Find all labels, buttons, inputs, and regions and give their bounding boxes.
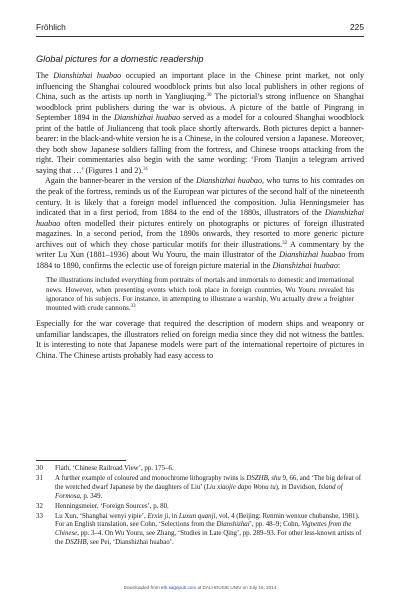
footnote-ref: 30 [206, 93, 212, 99]
text-run: ’, pp. 48–9; Cohn, [249, 521, 302, 529]
text-run: from 1884 to 1890, confirms the eclectic use of foreign picture material in the [36, 250, 364, 270]
running-header [36, 22, 364, 34]
footnote-number: 33 [36, 512, 43, 520]
footnote-number: 31 [36, 474, 43, 482]
footnote-rule [36, 460, 126, 461]
footnote-text [55, 503, 364, 512]
block-quote [46, 276, 354, 313]
text-run: served as a model for a coloured Shanghai woodblock print of the battle of Jiulianceng that took place shortly afterwards. Both pictures depict a banner-bearer: in the black-and-white version he is a Chinese, in the coloured version a Japanese. Moreover, they both show Japanese soldiers falling from the fortress, and Chinese troops attacking from the right. Their commentaries also begin with the same wording: ‘From Tianjin a telegram arrived saying that …’ (Figures 1 and 2). [36, 113, 364, 175]
text-run: 9, 66, and ‘The big defeat of the wretched dwarf Japanese by the daughters of Liu’ ( [55, 474, 361, 491]
text-run: , pp. 3–4. On Wu Youru, see Zhang, ‘Studies in Late Qing’, pp. 289–93. For other less-known artists of the [55, 530, 362, 547]
text-run: Henningsmeier, ‘Foreign Sources’, p. 80. [55, 502, 169, 510]
italic-text: DSZHB, shu [246, 474, 281, 482]
italic-text: Dianshizhai [216, 521, 250, 529]
italic-text: Dianshizhai huabao [272, 260, 338, 270]
paragraph [36, 71, 364, 176]
footnote-text [55, 465, 364, 474]
text-run: Again the banner-bearer in the version of the [45, 176, 197, 186]
italic-text: Island of Formosa [55, 483, 343, 500]
text-run: The illustrations included everything from portraits of mortals and immortals to domestic and international news. However, when presenting events which took place in foreign countries, Wu Youru revealed his ignorance of his subjects. For instance, in attempting to illustrate a warship, Wu actually drew a freighter mounted with crude cannons. [46, 276, 354, 312]
footnote-ref: 31 [143, 166, 149, 172]
paragraph [36, 176, 364, 271]
italic-text: Vignettes from the Chinese [55, 521, 352, 538]
section-title: Global pictures for a domestic readership [36, 54, 204, 64]
text-run: : [337, 260, 341, 270]
footnote-number: 30 [36, 465, 43, 472]
text-run: A commentary by the writer Lu Xun (1881–1936) about Wu Youru, the main illustrator of the [36, 239, 364, 260]
page [36, 0, 364, 601]
footnote-ref: 32 [282, 240, 288, 246]
header-rule [36, 36, 364, 37]
italic-text: Dianshizhai huabao [279, 250, 346, 260]
text-run: , see Pei, ‘Dianshizhai huabao’. [86, 539, 174, 547]
download-suffix: at DALHOUSIE UNIV on July 16, 2014 [196, 585, 277, 590]
text-run: often modelled their pictures entirely on photographs or pictures of foreign illustrated magazines. In a second period, from the 1890s onwards, they resorted to more generic picture archives out of which they chose particular motifs for their illustrations. [36, 218, 364, 249]
download-link[interactable]: eth.sagepub.com [160, 585, 197, 590]
footnote [36, 503, 364, 512]
text-run: ), in Davidson, [275, 483, 319, 491]
text-run: , p. 349. [79, 492, 103, 500]
download-notice [0, 585, 400, 590]
text-run: occupied an important place in the Chinese print market, not only influencing the Shanghai coloured woodblock prints but also local publishers in other regions of China, such as the artists up north in Yangliuqing. [36, 71, 364, 102]
main-text [36, 71, 364, 361]
footnote [36, 465, 364, 474]
footnote-text [55, 475, 364, 502]
footnote [36, 475, 364, 502]
text-run: Especially for the war coverage that required the description of modern ships and weaponry or unfamiliar landscapes, the illustrators relied on foreign media since they did not witness the battles. It is interesting to note that Japanese models were part of the international repertoire of pictures in China. The Chinese artists probably had easy access to [36, 319, 364, 360]
text-run: , vol. 4 (Beijing: Renmin wenxue chubanshe, 1981). For an English translation, see Cohn, ‘Selections from the [55, 512, 360, 529]
text-run: , who turns to his comrades on the peak of the fortress, reminds us of the European war pictures of the second half of the nineteenth century. It is likely that a foreign model influenced the composition. Julia Henningsmeier has indicated that in a first period, from 1884 to the end of the 1880s, illustrators of the [36, 176, 365, 218]
italic-text: Luxun quanji [178, 512, 216, 520]
italic-text: DSZHB [65, 539, 87, 547]
italic-text: Dianshizhai huabao [196, 176, 263, 186]
footnote-text [55, 513, 364, 549]
italic-text: Dianshizhai huabao [113, 113, 181, 123]
download-prefix: Downloaded from [123, 585, 161, 590]
running-header-author: Fröhlich [36, 22, 66, 32]
italic-text: Dianshizhai huabao [36, 208, 364, 228]
footnote-number: 32 [36, 502, 43, 510]
page-number: 225 [350, 22, 364, 32]
footnote [36, 513, 364, 549]
footnotes [36, 465, 364, 549]
text-run: Lu Xun, ‘Shanghai wenyi yipie’, [55, 512, 148, 520]
footnote-ref: 33 [130, 304, 136, 309]
text-run: The pictorial’s strong influence on Shanghai woodblock print publishers during the war is obvious. A picture of the battle of Pingrang in September 1894 in the [36, 92, 364, 123]
text-run: Flath, ‘Chinese Railroad View’, pp. 175–6. [55, 465, 174, 472]
paragraph [36, 319, 364, 361]
text-run: , in [168, 512, 179, 520]
text-run: A further example of coloured and monochrome lithography twins is [55, 474, 247, 482]
italic-text: Erxin ji [147, 512, 169, 520]
italic-text: Liu xiaojie dapo Wonu tu [206, 483, 276, 491]
italic-text: Dianshizhai huabao [53, 71, 122, 80]
text-run: The [36, 71, 54, 80]
